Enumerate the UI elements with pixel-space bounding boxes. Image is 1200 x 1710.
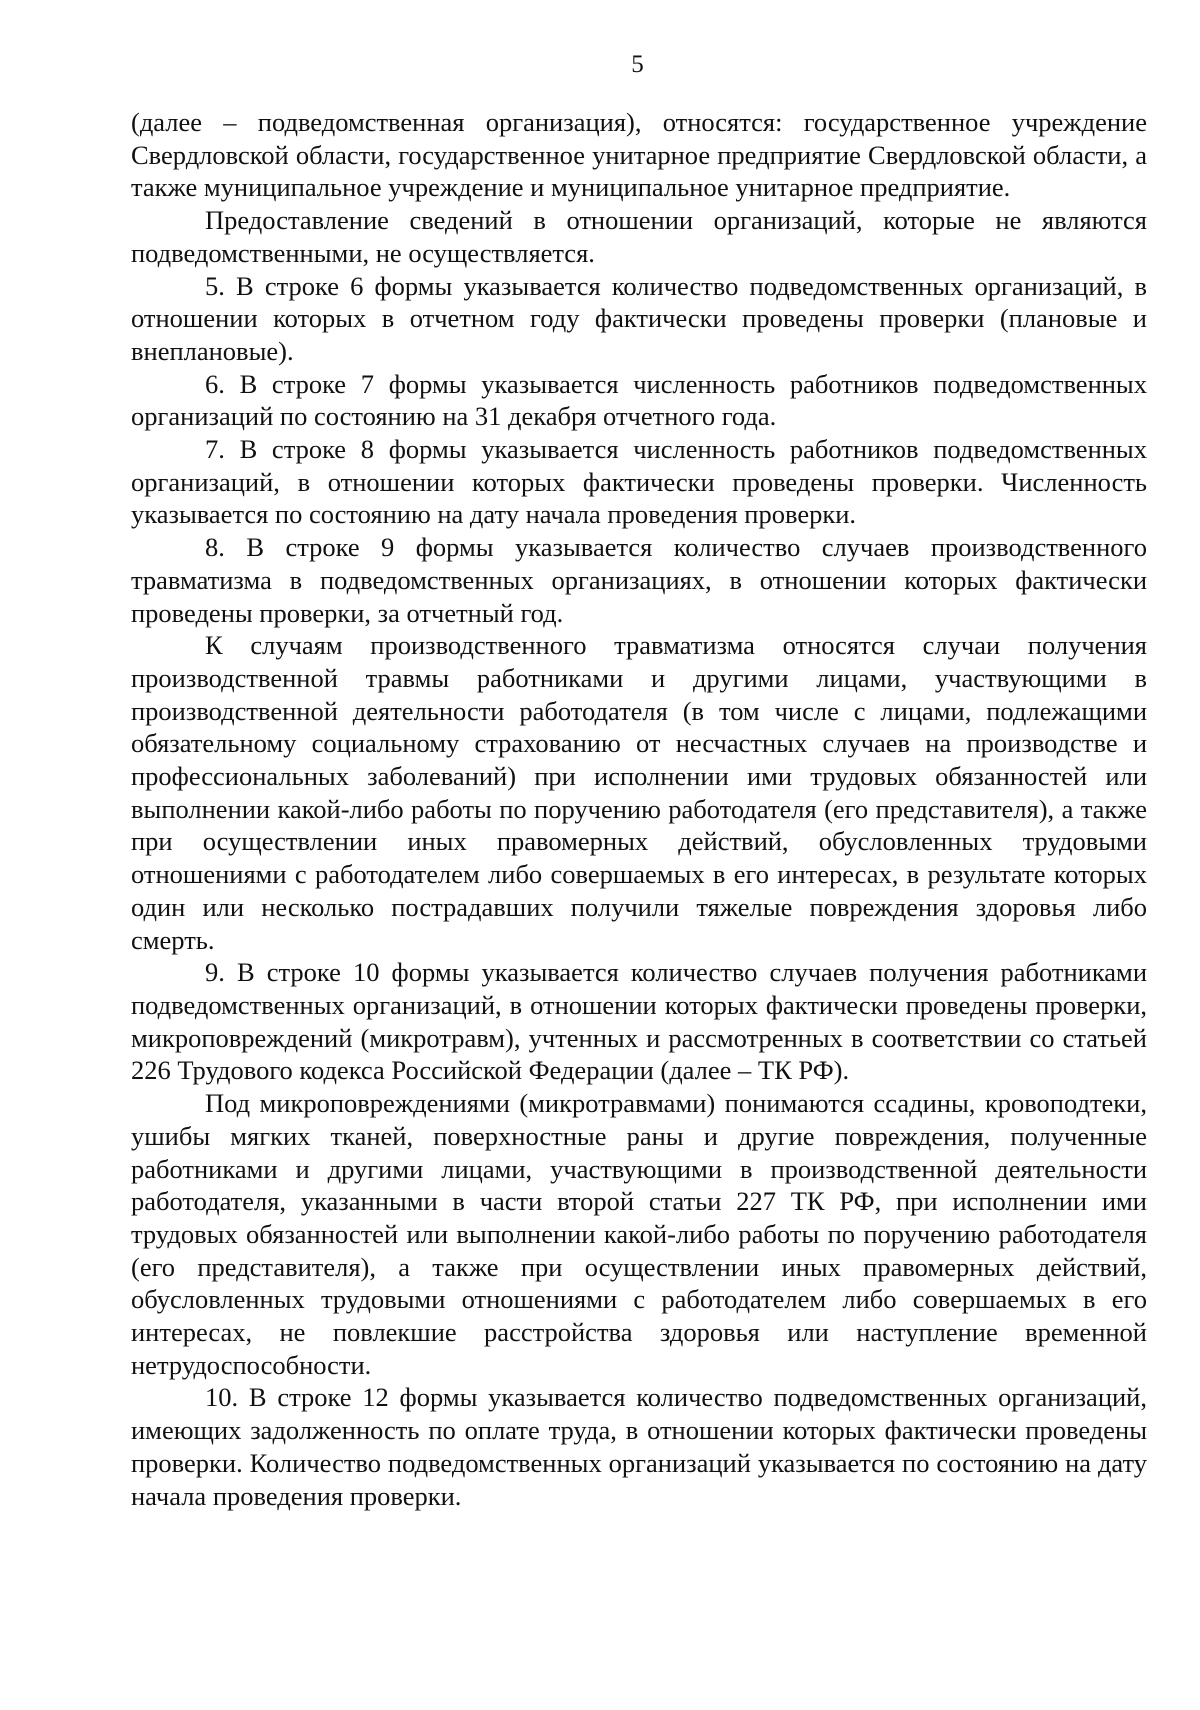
paragraph-item-9: 9. В строке 10 формы указывается количество случаев получения работниками подведомственных организаций, в отношении которых фактически проведены проверки, микроповреждений (микротравм), учтенных и рассмотренных в соответствии со статьей 226 Трудового кодекса Российской Федерации (далее – ТК РФ). <box>131 957 1147 1086</box>
paragraph-item-5: 5. В строке 6 формы указывается количество подведомственных организаций, в отношении которых в отчетном году фактически проведены проверки (плановые и внеплановые). <box>131 270 1147 366</box>
paragraph-injury-cases-definition: К случаям производственного травматизма относятся случаи получения производственной травмы работниками и другими лицами, участвующими в производственной деятельности работодателя (в том числе с лицами, подлежащими обязательному социальному страхованию от несчастных случаев на производстве и профессиональных заболеваний) при исполнении ими трудовых обязанностей или выполнении какой-либо работы по поручению работодателя (его представителя), а также при осуществлении иных правомерных действий, обусловленных трудовыми отношениями с работодателем либо совершаемых в его интересах, в результате которых один или несколько пострадавших получили тяжелые повреждения здоровья либо смерть. <box>131 630 1147 955</box>
paragraph-item-7: 7. В строке 8 формы указывается численность работников подведомственных организаций, в отношении которых фактически проведены проверки. Численность указывается по состоянию на дату начала проведения проверки. <box>131 434 1147 530</box>
paragraph-item-10: 10. В строке 12 формы указывается количество подведомственных организаций, имеющих задолженность по оплате труда, в отношении которых фактически проведены проверки. Количество подведомственных организаций указывается по состоянию на дату начала проведения проверки. <box>131 1382 1147 1511</box>
paragraph-microtrauma-definition: Под микроповреждениями (микротравмами) понимаются ссадины, кровоподтеки, ушибы мягких тканей, поверхностные раны и другие повреждения, полученные работниками и другими лицами, участвующими в производственной деятельности работодателя, указанными в части второй статьи 227 ТК РФ, при исполнении ими трудовых обязанностей или выполнении какой-либо работы по поручению работодателя (его представителя), а также при осуществлении иных правомерных действий, обусловленных трудовыми отношениями с работодателем либо совершаемых в его интересах, не повлекшие расстройства здоровья или наступление временной нетрудоспособности. <box>131 1088 1147 1380</box>
paragraph-item-6: 6. В строке 7 формы указывается численность работников подведомственных организаций по состоянию на 31 декабря отчетного года. <box>131 368 1147 432</box>
page-number: 5 <box>631 51 644 78</box>
document-body <box>131 106 1147 1512</box>
paragraph-item-8: 8. В строке 9 формы указывается количество случаев производственного травматизма в подведомственных организациях, в отношении которых фактически проведены проверки, за отчетный год. <box>131 532 1147 628</box>
paragraph-non-subordinate-note: Предоставление сведений в отношении организаций, которые не являются подведомственными, не осуществляется. <box>131 205 1147 268</box>
paragraph-subordinate-organization-definition: (далее – подведомственная организация), относятся: государственное учреждение Свердловской области, государственное унитарное предприятие Свердловской области, а также муниципальное учреждение и муниципальное унитарное предприятие. <box>131 107 1147 203</box>
